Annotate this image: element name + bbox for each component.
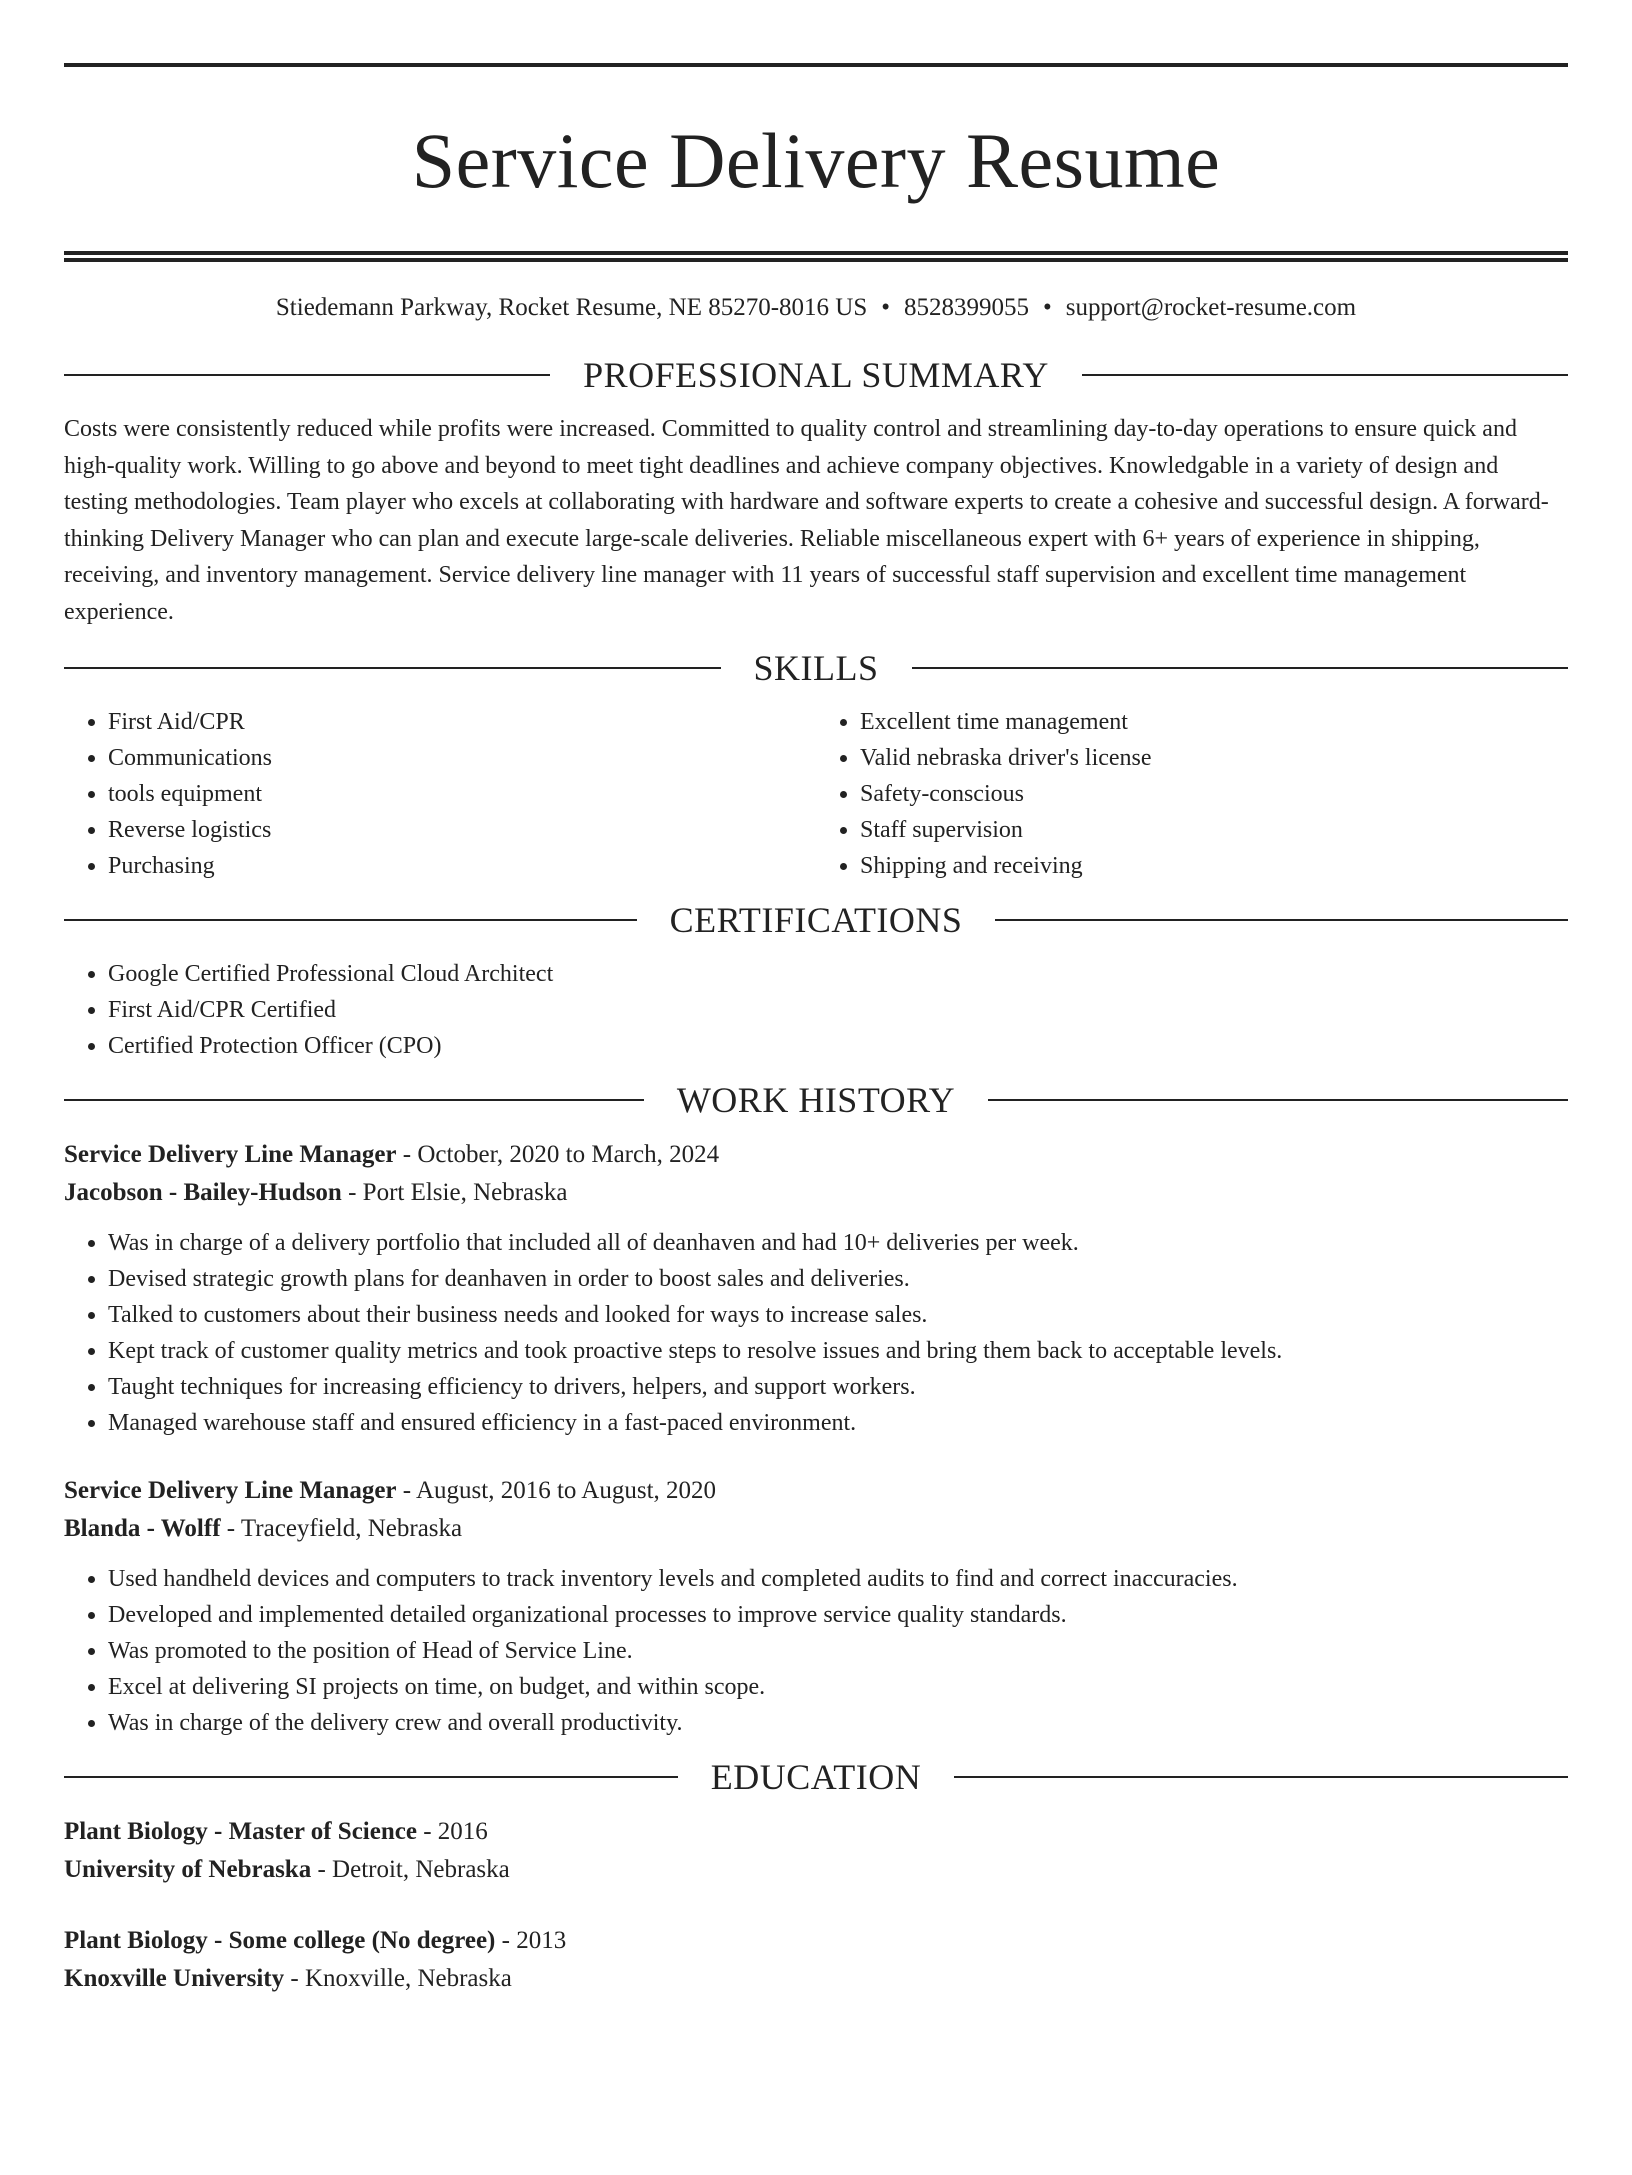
contact-email: support@rocket-resume.com — [1065, 294, 1357, 321]
section-heading-skills — [64, 646, 1568, 690]
job-title-line — [64, 1472, 1568, 1510]
section-title: EDUCATION — [710, 1757, 922, 1797]
list-item: • Certified Protection Officer (CPO) — [108, 1028, 1568, 1064]
heading-rule — [64, 1776, 678, 1778]
section-heading-education — [64, 1755, 1568, 1799]
heading-rule — [64, 919, 637, 921]
education-entry — [64, 1813, 1568, 1889]
heading-rule — [64, 1099, 644, 1101]
job-location: - Traceyfield, Nebraska — [220, 1515, 463, 1542]
section-heading-work — [64, 1078, 1568, 1122]
education-degree-line — [64, 1813, 1568, 1851]
heading-rule — [912, 667, 1569, 669]
job-company-line — [64, 1174, 1568, 1212]
job-dates: - August, 2016 to August, 2020 — [396, 1477, 717, 1504]
top-rule — [64, 63, 1568, 67]
education-degree: Plant Biology - Master of Science — [64, 1818, 417, 1845]
list-item: • Was in charge of a delivery portfolio that included all of deanhaven and had 10+ deliveries per week. — [108, 1225, 1568, 1261]
education-entry — [64, 1922, 1568, 1998]
title-double-rule — [64, 251, 1568, 262]
summary-text: Costs were consistently reduced while profits were increased. Committed to quality control and streamlining day-to-day operations to ensure quick and high-quality work. Willing to go above and beyond to meet tight deadlines and achieve company objectives. Knowledgable in a variety of design and testing methodologies. Team player who excels at collaborating with hardware and software experts to create a cohesive and successful design. A forward-thinking Delivery Manager who can plan and execute large-scale deliveries. Reliable miscellaneous expert with 6+ years of experience in shipping, receiving, and inventory management. Service delivery line manager with 11 years of successful staff supervision and excellent time management experience. — [64, 416, 1549, 625]
list-item: • Valid nebraska driver's license — [860, 740, 1568, 776]
list-item: • Communications — [108, 740, 816, 776]
job-company-line — [64, 1510, 1568, 1548]
contact-line — [64, 292, 1568, 324]
education-degree: Plant Biology - Some college (No degree) — [64, 1927, 496, 1954]
job-bullets — [64, 1225, 1568, 1441]
section-title: SKILLS — [753, 648, 879, 688]
contact-address: Stiedemann Parkway, Rocket Resume, NE 85270-8016 US — [275, 294, 868, 321]
section-heading-certifications — [64, 898, 1568, 942]
job-location: - Port Elsie, Nebraska — [341, 1179, 568, 1206]
skills-list-right — [816, 704, 1568, 884]
list-item: • Devised strategic growth plans for deanhaven in order to boost sales and deliveries. — [108, 1261, 1568, 1297]
section-title: CERTIFICATIONS — [669, 900, 963, 940]
education-year: - 2013 — [495, 1927, 567, 1954]
list-item: • Taught techniques for increasing efficiency to drivers, helpers, and support workers. — [108, 1369, 1568, 1405]
contact-separator: • — [1043, 294, 1052, 321]
list-item: • Was in charge of the delivery crew and overall productivity. — [108, 1705, 1568, 1741]
job-title-line — [64, 1136, 1568, 1174]
list-item: • Google Certified Professional Cloud Architect — [108, 956, 1568, 992]
job-dates: - October, 2020 to March, 2024 — [396, 1141, 720, 1168]
resume-page — [0, 63, 1632, 2175]
heading-rule — [995, 919, 1568, 921]
heading-rule — [64, 667, 721, 669]
list-item: • tools equipment — [108, 776, 816, 812]
education-year: - 2016 — [416, 1818, 488, 1845]
education-school: University of Nebraska — [64, 1856, 312, 1883]
section-heading-summary — [64, 353, 1568, 397]
section-title: WORK HISTORY — [676, 1080, 956, 1120]
job-entry — [64, 1472, 1568, 1741]
heading-rule — [64, 374, 550, 376]
heading-rule — [1082, 374, 1568, 376]
list-item: • Used handheld devices and computers to track inventory levels and completed audits to find and correct inaccuracies. — [108, 1561, 1568, 1597]
skills-columns — [64, 704, 1568, 884]
section-title: PROFESSIONAL SUMMARY — [583, 355, 1049, 395]
list-item: • Managed warehouse staff and ensured efficiency in a fast-paced environment. — [108, 1405, 1568, 1441]
list-item: • Talked to customers about their business needs and looked for ways to increase sales. — [108, 1297, 1568, 1333]
education-location: - Knoxville, Nebraska — [284, 1965, 512, 1992]
job-company: Jacobson - Bailey-Hudson — [64, 1179, 342, 1206]
job-company: Blanda - Wolff — [64, 1515, 221, 1542]
job-entry — [64, 1136, 1568, 1441]
list-item: • Kept track of customer quality metrics and took proactive steps to resolve issues and bring them back to acceptable levels. — [108, 1333, 1568, 1369]
certifications-list — [64, 956, 1568, 1064]
list-item: • Reverse logistics — [108, 812, 816, 848]
list-item: • Was promoted to the position of Head of Service Line. — [108, 1633, 1568, 1669]
list-item: • First Aid/CPR — [108, 704, 816, 740]
contact-separator: • — [881, 294, 891, 321]
list-item: • Excellent time management — [860, 704, 1568, 740]
skills-list-left — [64, 704, 816, 884]
list-item: • Shipping and receiving — [860, 848, 1568, 884]
job-title: Service Delivery Line Manager — [64, 1477, 397, 1504]
list-item: • First Aid/CPR Certified — [108, 992, 1568, 1028]
list-item: • Developed and implemented detailed organizational processes to improve service quality standards. — [108, 1597, 1568, 1633]
education-school: Knoxville University — [64, 1965, 285, 1992]
contact-phone: 8528399055 — [904, 294, 1030, 321]
education-school-line — [64, 1851, 1568, 1889]
education-degree-line — [64, 1922, 1568, 1960]
education-school-line — [64, 1960, 1568, 1998]
list-item: • Staff supervision — [860, 812, 1568, 848]
job-title: Service Delivery Line Manager — [64, 1141, 397, 1168]
job-bullets — [64, 1561, 1568, 1741]
list-item: • Excel at delivering SI projects on time, on budget, and within scope. — [108, 1669, 1568, 1705]
list-item: • Purchasing — [108, 848, 816, 884]
heading-rule — [988, 1099, 1568, 1101]
resume-title: Service Delivery Resume — [411, 117, 1221, 204]
heading-rule — [954, 1776, 1568, 1778]
education-location: - Detroit, Nebraska — [311, 1856, 510, 1883]
list-item: • Safety-conscious — [860, 776, 1568, 812]
